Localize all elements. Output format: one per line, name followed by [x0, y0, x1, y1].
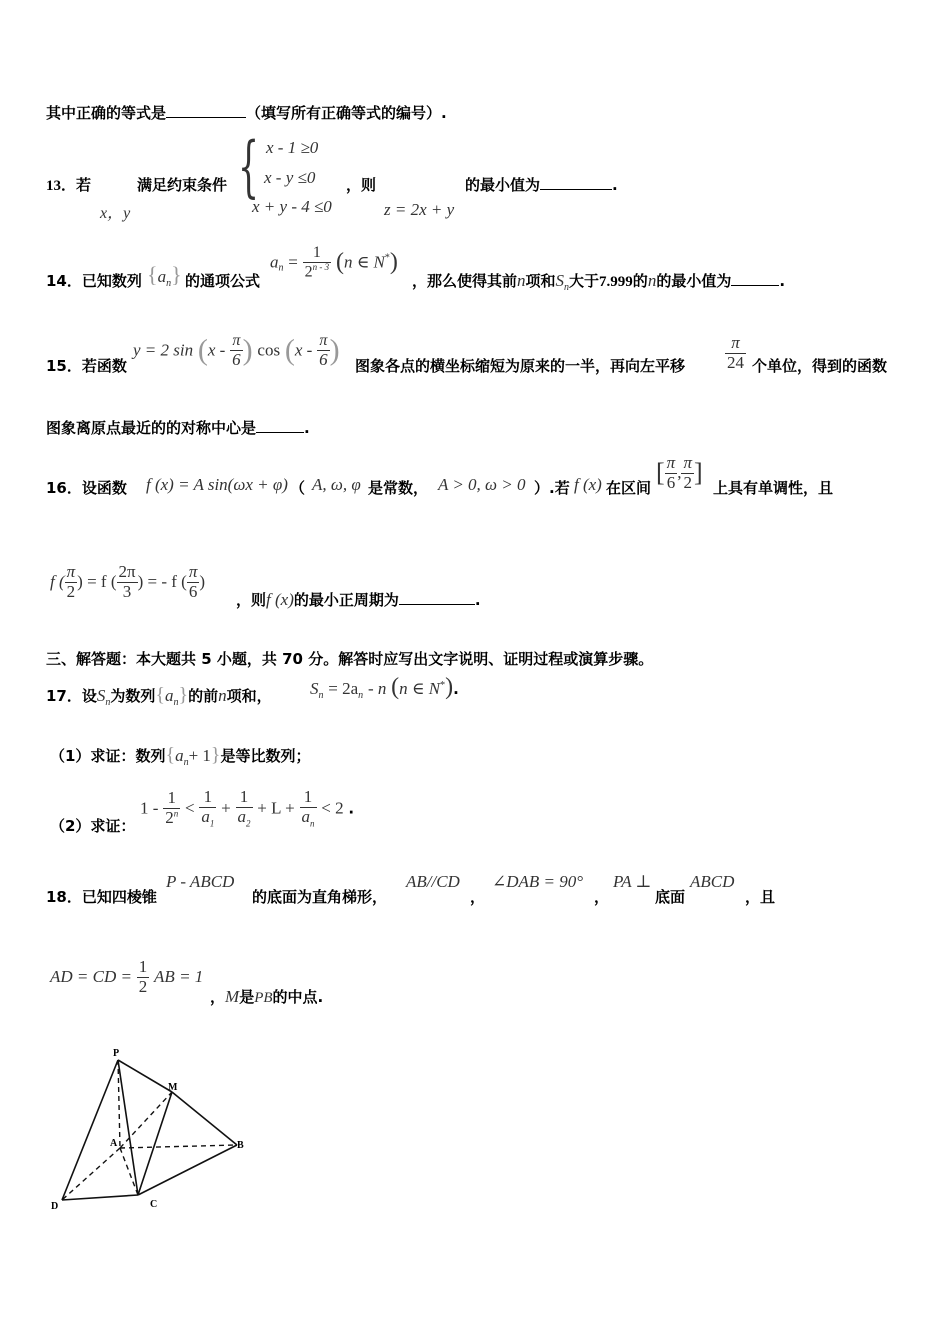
q16-fx: f (x) — [574, 475, 602, 494]
label-C: C — [150, 1199, 158, 1210]
q13-cond-label: 满足约束条件 — [137, 176, 228, 194]
q13-then: ，则 — [346, 176, 377, 194]
q18-parallel: AB//CD — [406, 872, 460, 891]
pyramid-figure — [40, 1040, 270, 1220]
q18-number: 18．已知四棱锥 — [46, 888, 157, 906]
answer-blank — [256, 418, 304, 433]
q16-func: f (x) = A sin(ωx + φ) — [146, 475, 288, 494]
label-B: B — [237, 1140, 244, 1151]
q17-part1: （1）求证：数列$\{a_n+ 1\}$是等比数列； — [50, 744, 311, 768]
q14-formula: $a_n$ = $\frac{1}{2^{n - 3}}$ (n ∈ N*) — [270, 244, 398, 280]
q17-text: 17．设$S_n$为数列$\{a_n\}$的前n项和， — [46, 684, 272, 708]
q15-formula: y = 2 sin (x - $\frac{\pi}{6}$ ) cos (x - $\frac{\pi}{6}$ ) — [133, 332, 340, 369]
q16-params: A, ω, φ — [312, 475, 361, 494]
edge-PC — [118, 1060, 138, 1195]
q16-interval: [ $\frac{\pi}{6}$ , $\frac{\pi}{2}$ ] — [656, 453, 703, 492]
edge-MB — [172, 1092, 237, 1145]
answer-blank — [731, 271, 779, 286]
q13-brace: { — [238, 128, 259, 205]
q13-constraint-2: x - y ≤0 — [264, 168, 316, 187]
q13-constraint-1: x - 1 ≥0 — [266, 138, 319, 157]
q15-number: 15．若函数 — [46, 357, 127, 375]
q14-mid: 的通项公式 — [185, 272, 261, 290]
q17-equation: $S_n = 2a_n - n$ (n ∈ N*). — [310, 674, 459, 701]
q18-t3: ，且 — [745, 888, 776, 906]
q15-text: 图象各点的横坐标缩短为原来的一半，再向左平移 — [355, 357, 686, 375]
section-3-heading: 三、解答题：本大题共 5 小题，共 70 分。解答时应写出文字说明、证明过程或演算步骤。 — [46, 650, 654, 668]
q16-close: ）.若 — [534, 479, 570, 497]
q18-base: ABCD — [690, 872, 735, 891]
label-M: M — [168, 1082, 178, 1093]
answer-blank — [166, 103, 246, 118]
q14-number: 14．已知数列 — [46, 272, 142, 290]
q18-pyramid: P - ABCD — [166, 872, 235, 891]
answer-blank — [540, 175, 612, 190]
q18-equation: AD = CD = $\frac{1}{2}$ AB = 1 — [50, 957, 204, 996]
q15-text2: 个单位，得到的函数 — [752, 357, 888, 375]
q16-mono: 上具有单调性，且 — [713, 479, 834, 497]
edge-AM — [120, 1092, 172, 1148]
answer-blank — [399, 590, 475, 605]
q13-tail: 的最小值为 . — [465, 176, 618, 194]
q15-line2: 图象离原点最近的的对称中心是 . — [46, 419, 310, 437]
q18-t2: 底面 — [655, 888, 686, 906]
edge-AD — [62, 1148, 120, 1200]
q18-comma2: ， — [594, 888, 610, 906]
q16-paren: （ — [290, 479, 306, 497]
label-P: P — [113, 1048, 120, 1059]
q14-seq: $\{a_n\}$ — [147, 262, 182, 289]
edge-AB — [120, 1145, 237, 1148]
q16-period: ，则f (x)的最小正周期为 . — [236, 590, 481, 609]
edge-PM — [118, 1060, 172, 1092]
q18-comma1: ， — [470, 888, 486, 906]
q17-part2-label: （2）求证： — [50, 817, 136, 835]
q13-objective: z = 2x + y — [384, 200, 455, 219]
q13-vars: x，y — [100, 205, 131, 222]
label-A: A — [110, 1138, 118, 1149]
q15-shift: $\frac{\pi}{24}$ — [727, 333, 744, 372]
q18-angle: ∠DAB = 90° — [492, 872, 584, 891]
q14-text: ，那么使得其前n项和$S_n$大于7.999的n的最小值为 . — [412, 271, 786, 293]
edge-DC — [62, 1195, 138, 1200]
q13-number: 13．若 — [46, 178, 92, 194]
q16-number: 16．设函数 — [46, 479, 127, 497]
q18-midpoint: ，M是PB的中点. — [210, 987, 324, 1006]
q16-const: 是常数， — [368, 479, 429, 497]
line-top: 其中正确的等式是 （填写所有正确等式的编号）. — [46, 104, 447, 122]
q16-cond: A > 0, ω > 0 — [438, 475, 526, 494]
q17-part2-inequality: 1 - $\frac{1}{2^n}$ < $\frac{1}{a_1}$ + $\frac{1}{a_2}$ + L + $\frac{1}{a_n}$ < 2 . — [140, 787, 355, 829]
label-D: D — [51, 1201, 59, 1212]
q18-perp: PA ⊥ — [613, 872, 652, 891]
edge-PD — [62, 1060, 118, 1200]
q18-t1: 的底面为直角梯形， — [252, 888, 388, 906]
q16-interval-text: 在区间 — [606, 479, 652, 497]
q16-equation: f ( $\frac{\pi}{2}$ ) = f ( $\frac{2\pi}{3}$ ) = - f ( $\frac{\pi}{6}$ ) — [50, 562, 206, 601]
q13-constraint-3: x + y - 4 ≤0 — [252, 197, 332, 216]
